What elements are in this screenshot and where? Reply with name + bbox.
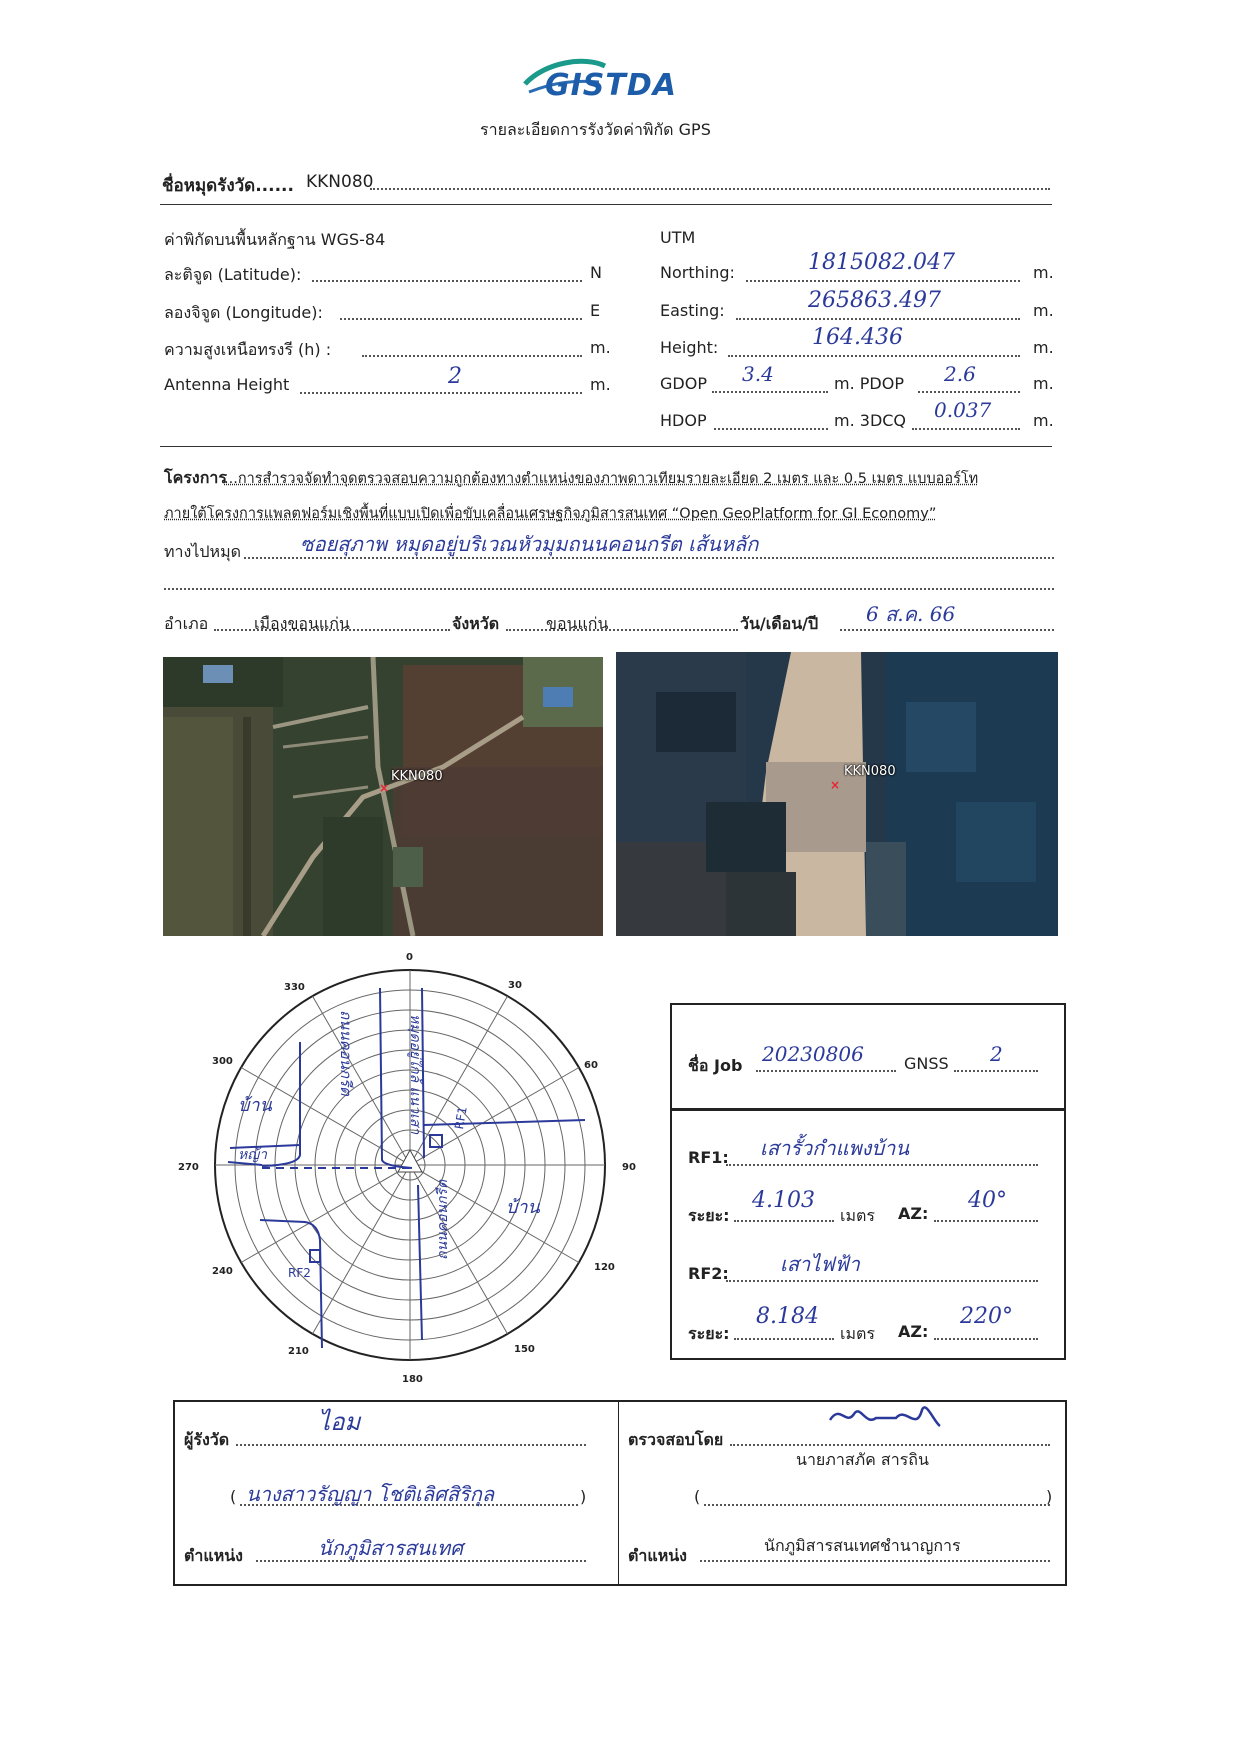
ellipsoid-height-label: ความสูงเหนือทรงรี (h) :: [164, 340, 332, 359]
degree-label: 30: [508, 980, 522, 991]
height-label: Height:: [660, 338, 719, 357]
annotation-road-north: ถนนคอนกรีต: [337, 1010, 355, 1096]
pdop-unit: m.: [1033, 374, 1054, 393]
utm-heading: UTM: [660, 228, 696, 247]
satellite-overview-image: [163, 657, 603, 936]
hdop-label: HDOP: [660, 411, 707, 430]
annotation-road-south: ถนนคอนกรีต: [435, 1179, 451, 1260]
divider: [160, 446, 1052, 447]
job-label: ชื่อ Job: [688, 1056, 743, 1075]
threedcq-unit: m.: [1033, 411, 1054, 430]
annotation-rf2: RF2: [288, 1266, 311, 1280]
longitude-unit: E: [590, 301, 601, 320]
signoff-divider: [618, 1400, 619, 1584]
antenna-height-field: [300, 392, 582, 394]
route-value: ซอยสุภาพ หมุดอยู่บริเวณหัวมุมถนนคอนกรีต เส้นหลัก: [300, 532, 759, 556]
rf1-value: เสารั้วกำแพงบ้าน: [760, 1136, 910, 1160]
surveyor-name: นางสาวรัญญา โชติเลิศสิริกุล: [246, 1482, 495, 1506]
gdop-field: [712, 391, 828, 393]
station-value: KKN080: [306, 172, 374, 192]
annotation-house-right: บ้าน: [506, 1197, 540, 1218]
northing-field: [746, 280, 1020, 282]
polar-sketch-diagram: [200, 960, 620, 1380]
job-value: 20230806: [762, 1042, 864, 1066]
height-unit: m.: [1033, 338, 1054, 357]
degree-label: 270: [178, 1162, 199, 1173]
rf2-unit: เมตร: [840, 1324, 875, 1343]
annotation-pole-note: หมุดอยู่ใกล้ แนวเสา: [407, 1014, 423, 1135]
province-label: จังหวัด: [452, 614, 500, 633]
signature-icon: [826, 1396, 946, 1436]
rf1-distance-label: ระยะ:: [688, 1206, 730, 1225]
surveyor-label: ผู้รังวัด: [184, 1430, 230, 1449]
easting-field: [736, 318, 1020, 320]
threedcq-label: m. 3DCQ: [834, 411, 907, 430]
pdop-field: [918, 391, 1020, 393]
rf2-value: เสาไฟฟ้า: [780, 1252, 860, 1276]
surveyor-name-open: (: [230, 1487, 237, 1506]
surveyor-position-value: นักภูมิสารสนเทศ: [318, 1536, 463, 1560]
threedcq-field: [912, 428, 1020, 430]
survey-point-marker-icon: ×: [830, 778, 841, 792]
surveyor-field: [236, 1444, 586, 1446]
latitude-unit: N: [590, 263, 602, 282]
survey-point-marker-icon: ×: [379, 781, 390, 795]
rf2-field: [726, 1280, 1038, 1282]
rf2-distance-value: 8.184: [756, 1304, 819, 1329]
degree-label: 120: [594, 1262, 615, 1273]
date-value: 6 ส.ค. 66: [866, 602, 956, 626]
antenna-height-value: 2: [448, 364, 462, 389]
rf1-az-field: [934, 1220, 1038, 1222]
pdop-label: m. PDOP: [834, 374, 904, 393]
rf1-unit: เมตร: [840, 1206, 875, 1225]
checker-name: นายภาสภัค สารถิน: [796, 1450, 929, 1469]
degree-label: 60: [584, 1060, 598, 1071]
antenna-height-label: Antenna Height: [164, 375, 290, 394]
gnss-label: GNSS: [904, 1054, 949, 1073]
rf1-label: RF1:: [688, 1148, 729, 1167]
district-value: เมืองขอนแก่น: [254, 614, 350, 633]
rf2-label: RF2:: [688, 1264, 729, 1283]
degree-label: 90: [622, 1162, 636, 1173]
project-line2: ภายใต้โครงการแพลตฟอร์มเชิงพื้นที่แบบเปิดเพื่อขับเคลื่อนเศรษฐกิจภูมิสารสนเทศ “Open GeoPlatform for GI Economy”: [164, 506, 937, 522]
checker-field: [730, 1444, 1050, 1446]
northing-value: 1815082.047: [808, 250, 955, 275]
surveyor-position-label: ตำแหน่ง: [184, 1546, 243, 1565]
hdop-field: [714, 428, 828, 430]
overview-point-label: KKN080: [391, 769, 443, 784]
surveyor-signature: ไอม: [318, 1408, 361, 1436]
longitude-label: ลองจิจูด (Longitude):: [164, 303, 323, 322]
gnss-field: [954, 1070, 1038, 1072]
easting-unit: m.: [1033, 301, 1054, 320]
height-field: [728, 355, 1020, 357]
province-value: ขอนแก่น: [546, 614, 609, 633]
rf2-az-label: AZ:: [898, 1322, 929, 1341]
rf1-distance-value: 4.103: [752, 1188, 815, 1213]
degree-label: 330: [284, 982, 305, 993]
degree-label: 210: [288, 1346, 309, 1357]
easting-value: 265863.497: [808, 288, 941, 313]
checker-position-value: นักภูมิสารสนเทศชำนาญการ: [764, 1536, 961, 1555]
pdop-value: 2.6: [944, 362, 976, 386]
rf2-distance-field: [734, 1338, 834, 1340]
degree-label: 180: [402, 1374, 423, 1385]
latitude-label: ละติจูด (Latitude):: [164, 265, 302, 284]
checker-position-label: ตำแหน่ง: [628, 1546, 687, 1565]
logo-text: GISTDA: [545, 68, 677, 103]
annotation-house-left: บ้าน: [238, 1095, 272, 1116]
ellipsoid-height-unit: m.: [590, 338, 611, 357]
threedcq-value: 0.037: [934, 398, 992, 422]
latitude-field: [312, 280, 582, 282]
project-label: โครงการ: [164, 468, 227, 487]
closeup-point-label: KKN080: [844, 764, 896, 779]
gnss-value: 2: [990, 1042, 1003, 1066]
job-field: [756, 1070, 896, 1072]
northing-unit: m.: [1033, 263, 1054, 282]
annotation-grass: หญ้า: [238, 1147, 268, 1163]
annotation-rf1: RF1: [452, 1105, 470, 1131]
checker-name-field: [704, 1504, 1050, 1506]
rf2-distance-label: ระยะ:: [688, 1324, 730, 1343]
project-line1: ...การสำรวจจัดทำจุดตรวจสอบความถูกต้องทางตำแหน่งของภาพดาวเทียมรายละเอียด 2 เมตร และ 0.5 เมตร แบบออร์โท: [224, 471, 979, 487]
station-label: ชื่อหมุดรังวัด......: [162, 176, 294, 196]
satellite-closeup-image: [616, 652, 1058, 936]
station-dotline: [370, 188, 1050, 190]
divider: [160, 204, 1052, 205]
surveyor-name-close: ): [580, 1487, 587, 1506]
checker-position-field: [700, 1560, 1050, 1562]
form-title: รายละเอียดการรังวัดค่าพิกัด GPS: [480, 120, 711, 139]
gdop-value: 3.4: [742, 362, 774, 386]
checker-label: ตรวจสอบโดย: [628, 1430, 724, 1449]
degree-label: 300: [212, 1056, 233, 1067]
rf1-field: [726, 1164, 1038, 1166]
antenna-height-unit: m.: [590, 375, 611, 394]
longitude-field: [340, 318, 582, 320]
wgs84-heading: ค่าพิกัดบนพื้นหลักฐาน WGS-84: [164, 230, 386, 249]
degree-label: 150: [514, 1344, 535, 1355]
rf1-az-label: AZ:: [898, 1204, 929, 1223]
rf2-az-value: 220°: [960, 1304, 1013, 1329]
degree-label: 240: [212, 1266, 233, 1277]
province-field: [506, 629, 738, 631]
district-label: อำเภอ: [164, 614, 209, 633]
northing-label: Northing:: [660, 263, 735, 282]
rf1-az-value: 40°: [968, 1188, 1007, 1213]
rf2-az-field: [934, 1338, 1038, 1340]
degree-label: 0: [406, 952, 413, 963]
easting-label: Easting:: [660, 301, 725, 320]
checker-signature: [826, 1396, 946, 1436]
height-value: 164.436: [812, 325, 903, 350]
checker-name-open: (: [694, 1487, 701, 1506]
route-field-2: [164, 588, 1054, 590]
gdop-label: GDOP: [660, 374, 707, 393]
route-label: ทางไปหมุด: [164, 542, 242, 561]
date-label: วัน/เดือน/ปี: [740, 614, 819, 633]
rf1-distance-field: [734, 1220, 834, 1222]
checker-name-close: ): [1046, 1487, 1053, 1506]
ellipsoid-height-field: [362, 355, 582, 357]
